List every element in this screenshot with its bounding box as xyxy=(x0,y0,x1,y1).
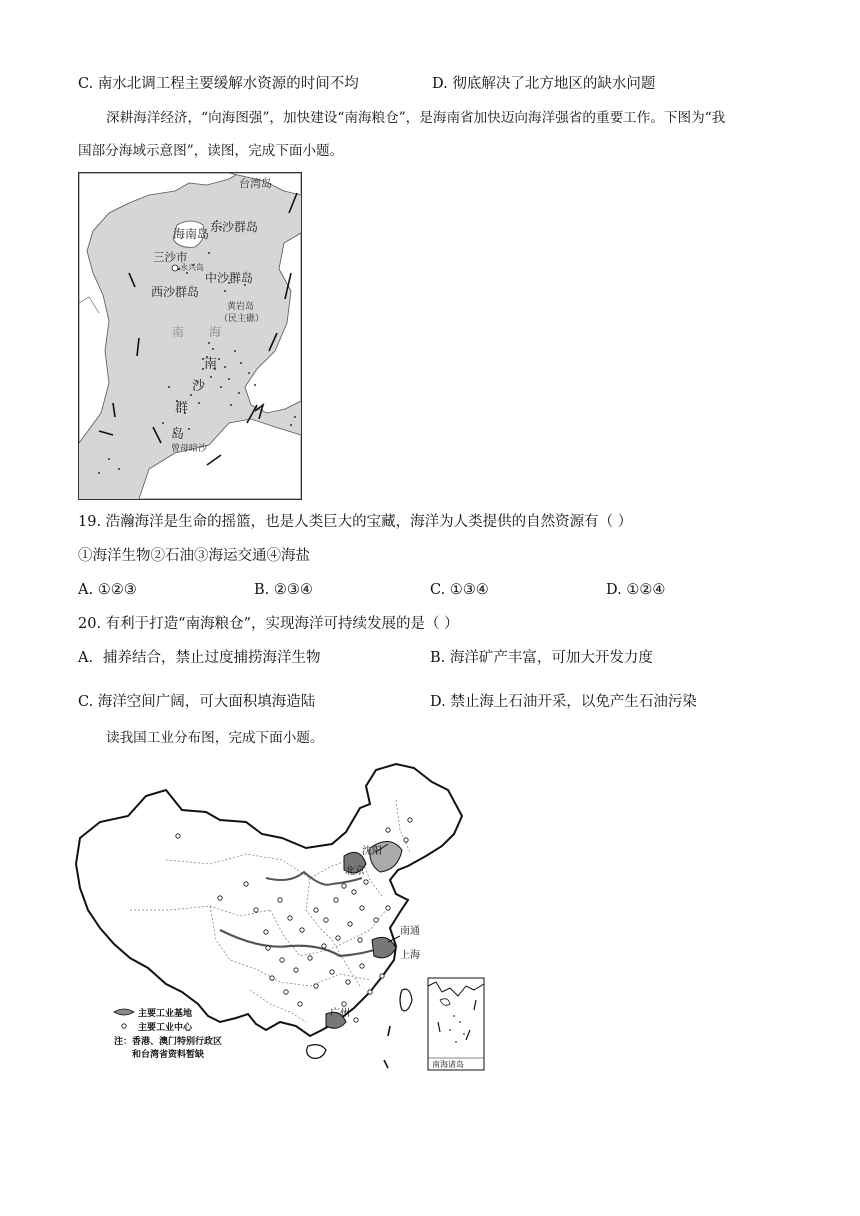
legend-base: 主要工业基地 xyxy=(138,1009,193,1019)
q20-option-c: C. 海洋空间广阔，可大面积填海造陆 xyxy=(78,694,316,710)
label-nantong: 南通 xyxy=(400,926,420,937)
label-dongsha: 东沙群岛 xyxy=(210,220,259,234)
q19-option-b: B. ②③④ xyxy=(254,582,313,598)
label-xisha: 西沙群岛 xyxy=(151,285,200,299)
q20-option-d: D. 禁止海上石油开采，以免产生石油污染 xyxy=(430,694,697,710)
q19-option-a: A. ①②③ xyxy=(78,582,137,598)
label-yongxing: 永兴岛 xyxy=(180,263,204,272)
label-zhongsha: 中沙群岛 xyxy=(205,271,254,285)
prev-option-d: D. 彻底解决了北方地区的缺水问题 xyxy=(432,76,656,92)
legend-note-2: 和台湾省资料暂缺 xyxy=(132,1050,205,1060)
label-nansha-2: 沙 xyxy=(192,379,206,394)
label-guangzhou: 广州 xyxy=(330,1008,350,1019)
label-hai: 海 xyxy=(209,325,222,339)
label-nansha-4: 岛 xyxy=(171,427,185,442)
label-nansha-1: 南 xyxy=(204,357,218,372)
q20-option-b: B. 海洋矿产丰富，可加大开发力度 xyxy=(430,650,653,666)
china-industry-map xyxy=(70,760,490,1072)
intro1-line1: 深耕海洋经济，“向海图强”，加快建设“南海粮仓”，是海南省加快迈向海洋强省的重要工作。下图为“我 xyxy=(106,110,726,126)
q19-stem: 19. 浩瀚海洋是生命的摇篮，也是人类巨大的宝藏，海洋为人类提供的自然资源有（ ） xyxy=(78,514,633,530)
label-nan: 南 xyxy=(172,325,185,339)
q20-stem: 20. 有利于打造“南海粮仓”，实现海洋可持续发展的是（ ） xyxy=(78,616,459,632)
south-china-sea-map xyxy=(78,172,302,500)
intro1-line2: 国部分海域示意图”，读图，完成下面小题。 xyxy=(78,143,344,159)
prev-option-c: C. 南水北调工程主要缓解水资源的时间不均 xyxy=(78,76,359,92)
label-nanhai-islands: 南海诸岛 xyxy=(432,1060,464,1069)
label-minzhu: （民主礁） xyxy=(219,314,265,324)
q19-items: ①海洋生物②石油③海运交通④海盐 xyxy=(78,548,310,564)
label-sansha: 三沙市 xyxy=(153,250,188,264)
label-hainan: 海南岛 xyxy=(173,227,210,241)
legend-center: 主要工业中心 xyxy=(138,1023,193,1033)
label-shanghai: 上海 xyxy=(400,950,420,961)
legend-note-1: 注：香港、澳门特别行政区 xyxy=(114,1037,223,1047)
label-beijing: 北京 xyxy=(345,866,365,877)
q20-option-a: A．捕养结合，禁止过度捕捞海洋生物 xyxy=(78,650,321,666)
intro2: 读我国工业分布图，完成下面小题。 xyxy=(106,730,324,746)
label-nansha-3: 群 xyxy=(175,401,189,416)
label-huangyan: 黄岩岛 xyxy=(227,302,255,312)
china-map-graphic xyxy=(70,760,490,1072)
q19-option-d: D. ①②④ xyxy=(606,582,666,598)
label-zengmu: 曾母暗沙 xyxy=(171,444,208,454)
q19-option-c: C. ①③④ xyxy=(430,582,489,598)
label-taiwan: 台湾岛 xyxy=(239,177,272,190)
label-shenyang: 沈阳 xyxy=(362,846,382,857)
